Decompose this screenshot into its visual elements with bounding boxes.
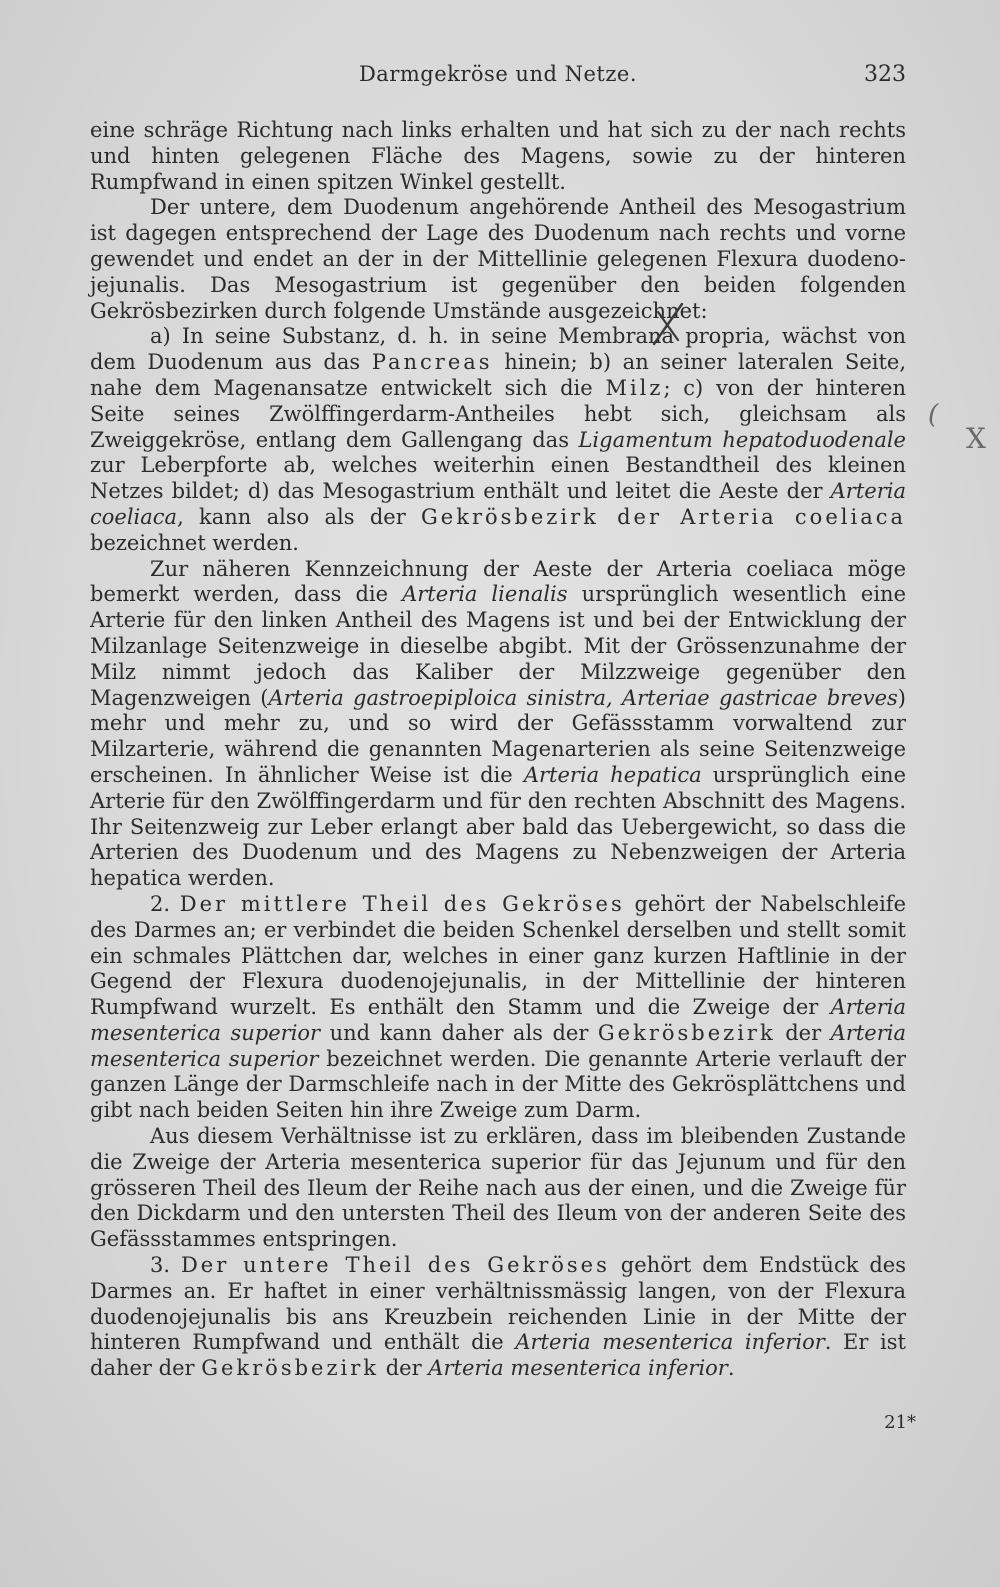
text-run: 3.: [150, 1253, 181, 1278]
text-run: a) In seine Substanz, d. h. in seine Membrana propria, wächst von dem Duodenum aus das: [90, 324, 906, 375]
text-run: zur Leberpforte ab, welches weiterhin einen Bestandtheil des kleinen Netzes bildet; d) das Mesogastrium enthält und leitet die Aeste der: [90, 453, 906, 504]
spaced-term: Gekrösbezirk: [201, 1356, 380, 1381]
text-run: ; c) von der hinteren Seite seines Zwölffingerdarm-Antheiles hebt sich, gleichsam als Zweiggekröse, entlang dem Gallengang das: [90, 375, 906, 452]
italic-term: Arteria hepatica: [523, 762, 702, 787]
paragraph: [90, 1124, 906, 1253]
text-run: .: [727, 1356, 735, 1381]
paragraph: [90, 892, 906, 1124]
text-run: bezeichnet werden.: [90, 530, 299, 555]
signature-mark: 21*: [884, 1412, 916, 1433]
italic-term: Ligamentum hepatoduodenale: [578, 427, 906, 452]
text-run: der: [379, 1356, 429, 1381]
pencil-cross-mark: [648, 300, 688, 348]
paragraph: [90, 1253, 906, 1382]
spaced-term: Der mittlere Theil des Gekröses: [179, 891, 625, 916]
text-run: eine schräge Richtung nach links erhalten und hat sich zu der nach rechts und hinten gelegenen Fläche des Magens, sowie zu der hinteren Rumpfwand in einen spitzen Winkel gestellt.: [90, 118, 906, 194]
text-run: Zur näheren Kennzeichnung der Aeste der Arteria coeliaca möge bemerkt werden, dass die: [90, 556, 906, 607]
text-run: ursprünglich wesentlich eine Arterie für den linken Antheil des Magens ist und bei der Entwicklung der Milzanlage Seitenzweige in dieselbe abgibt. Mit der Grössenzunahme der Milz nimmt jedoch das Kaliber der Milzzweige gegenüber den Magenzweigen (: [90, 582, 907, 710]
text-run: , kann also als der: [177, 504, 422, 529]
text-run: ) mehr und mehr zu, und so wird der Gefässstamm vorwaltend zur Milzarterie, während die genannten Magenarterien als seine Seitenzweige erscheinen. In ähnlicher Weise ist die: [90, 685, 906, 787]
text-run: hinein; b) an seiner lateralen Seite, nahe dem Magenansatze entwickelt sich die: [90, 350, 907, 400]
page-header: [90, 62, 906, 92]
paragraph: [90, 195, 906, 324]
margin-pencil-mark: (: [928, 400, 939, 430]
italic-term: Arteria mesenterica inferior: [428, 1356, 728, 1381]
paragraph: [90, 557, 906, 892]
paragraph: [90, 324, 906, 556]
text-run: gehört dem Endstück des Darmes an. Er haftet in einer verhältnissmässig langen, von der Flexura duodenojejunalis bis ans Kreuzbein reichenden Linie in der Mitte der hinteren Rumpfwand und enthält die: [90, 1253, 906, 1355]
text-run: und kann daher als der: [320, 1020, 598, 1045]
italic-term: Arteria gastroepiploica sinistra, Arteriae gastricae breves: [268, 685, 898, 710]
text-run: . Er ist daher der: [90, 1330, 906, 1381]
spaced-term: Pancreas: [371, 350, 493, 375]
text-run: gehört der Nabelschleife des Darmes an; er verbindet die beiden Schenkel derselben und stellt somit ein schmales Plättchen dar, welches in einer ganz kurzen Haftlinie in der Gegend der Flexura duodenojejunalis, in der Mittellinie der hinteren Rumpfwand wurzelt. Es enthält den Stamm und die Zweige der: [90, 891, 906, 1020]
italic-term: Arteria coeliaca: [90, 479, 906, 529]
italic-term: Arteria mesenterica inferior: [515, 1330, 825, 1355]
italic-term: Arteria lienalis: [402, 582, 568, 607]
body-text: [90, 118, 906, 1382]
running-title: Darmgekröse und Netze.: [358, 62, 638, 86]
text-run: der: [775, 1020, 831, 1045]
text-run: Aus diesem Verhältnisse ist zu erklären, dass im bleibenden Zustande die Zweige der Arteria mesenterica superior für das Jejunum und für den grösseren Theil des Ileum der Reihe nach aus der einen, und die Zweige für den Dickdarm und den untersten Theil des Ileum von der anderen Seite des Gefässstammes entspringen.: [90, 1124, 906, 1252]
page-number: 323: [864, 62, 906, 87]
spaced-term: Der untere Theil des Gekröses: [180, 1253, 610, 1278]
text-run: Der untere, dem Duodenum angehörende Antheil des Mesogastrium ist dagegen entsprechend der Lage des Duodenum nach rechts und vorne gewendet und endet an der in der Mittellinie gelegenen Flexura duodeno-jejunalis. Das Mesogastrium ist gegenüber den beiden folgenden Gekrösbezirken durch folgende Umstände ausgezeichnet:: [90, 195, 906, 323]
spaced-term: Gekrösbezirk: [597, 1020, 776, 1045]
italic-term: Arteria mesenterica superior: [90, 1020, 907, 1071]
text-run: ursprünglich eine Arterie für den Zwölffingerdarm und für den rechten Abschnitt des Magens. Ihr Seitenzweig zur Leber erlangt aber bald das Uebergewicht, so dass die Arterien des Duodenum und des Magens zu Nebenzweigen der Arteria hepatica werden.: [90, 762, 906, 891]
text-run: bezeichnet werden. Die genannte Arterie verlauft der ganzen Länge der Darmschleife nach in der Mitte des Gekrösplättchens und gibt nach beiden Seiten hin ihre Zweige zum Darm.: [90, 1046, 906, 1123]
paragraph: [90, 118, 906, 195]
margin-pencil-mark: X: [966, 422, 986, 455]
spaced-term: Milz: [605, 375, 664, 400]
italic-term: Arteria mesenterica superior: [90, 995, 906, 1045]
spaced-term: Gekrösbezirk der Arteria coeliaca: [421, 504, 906, 529]
text-run: 2.: [150, 891, 180, 916]
